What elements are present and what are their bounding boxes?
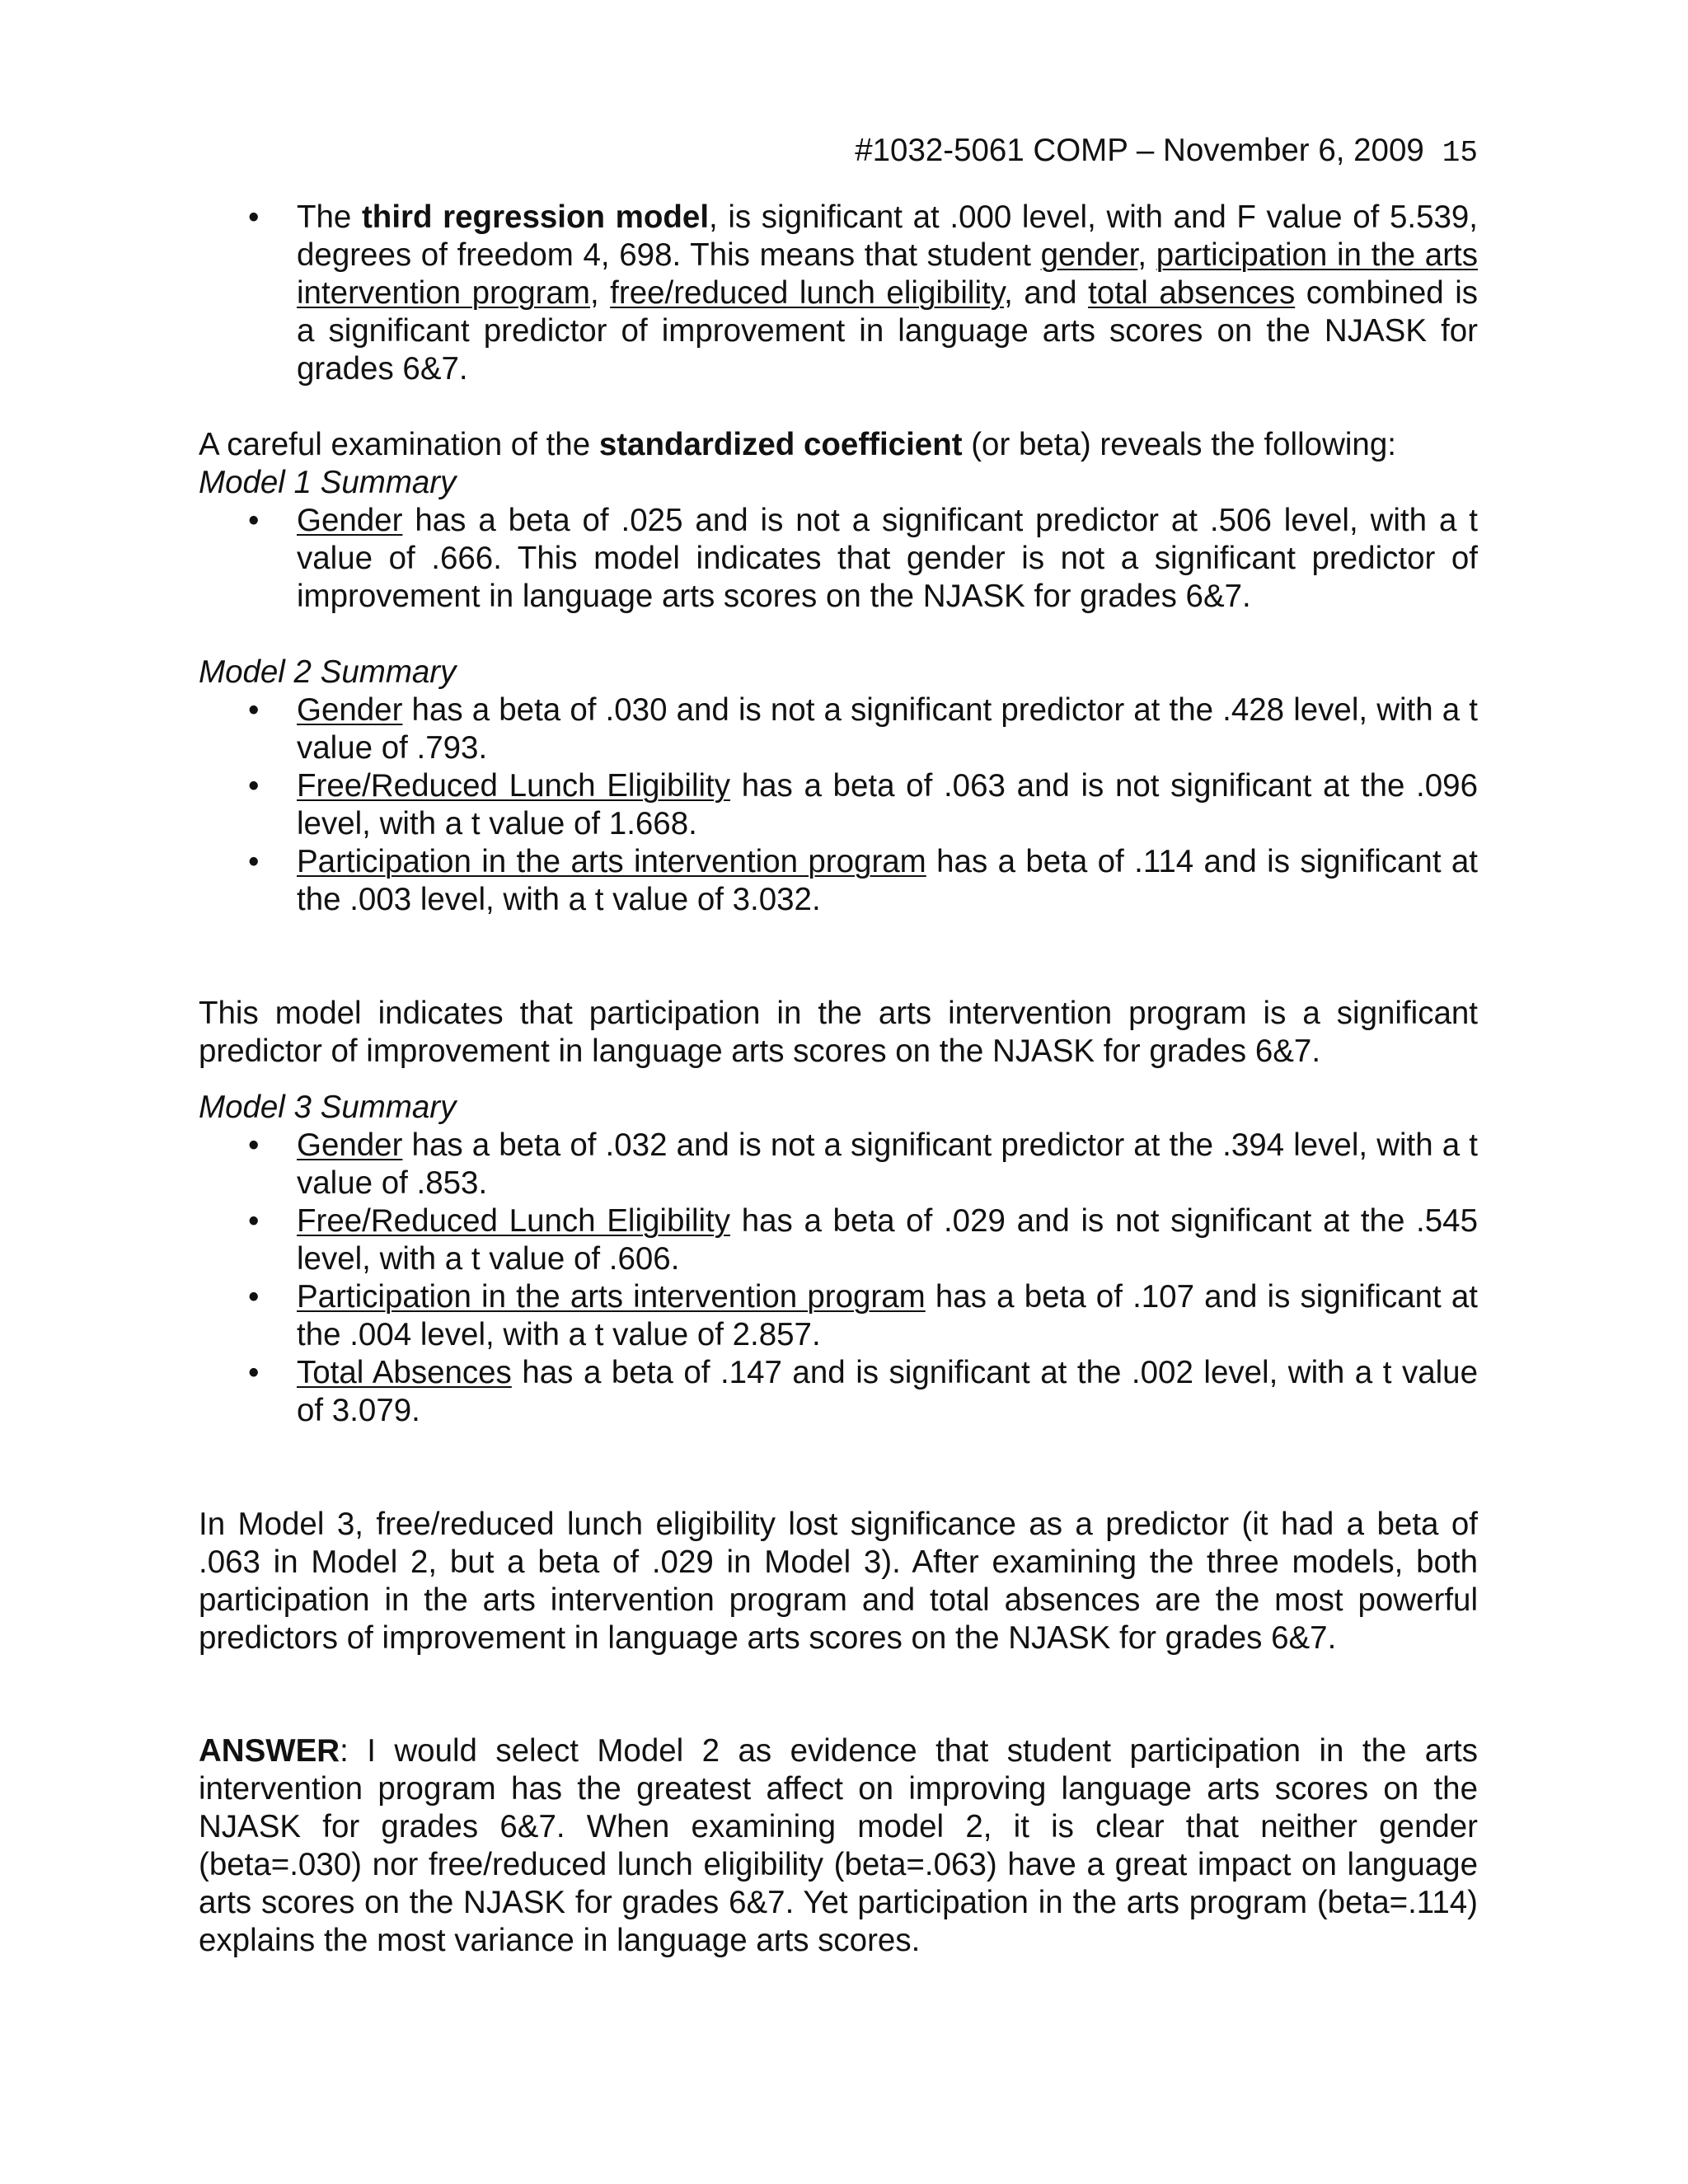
document-id: #1032-5061 COMP – November 6, 2009	[855, 133, 1424, 168]
underlined-term: Participation in the arts intervention program	[297, 1279, 926, 1315]
list-item: • Free/Reduced Lunch Eligibility has a beta of .029 and is not significant at the .545 level, with a t value of .606.	[199, 1202, 1478, 1278]
underlined-term: free/reduced lunch eligibility	[610, 275, 1005, 311]
bold-term: standardized coefficient	[598, 427, 963, 462]
page-header	[855, 132, 1478, 172]
answer-paragraph: ANSWER: I would select Model 2 as evidence that student participation in the arts intervention program has the greatest affect on improving language arts scores on the NJASK for grades 6&7. When examining model 2, it is clear that neither gender (beta=.030) nor free/reduced lunch eligibility (beta=.063) have a great impact on language arts scores on the NJASK for grades 6&7. Yet participation in the arts program (beta=.114) explains the most variance in language arts scores.	[199, 1733, 1478, 1958]
list-item: • Total Absences has a beta of .147 and is significant at the .002 level, with a t value of 3.079.	[199, 1354, 1478, 1430]
list-item: • Gender has a beta of .030 and is not a significant predictor at the .428 level, with a t value of .793.	[199, 691, 1478, 767]
page-number: 15	[1442, 136, 1478, 170]
list-item: • Gender has a beta of .032 and is not a significant predictor at the .394 level, with a t value of .853.	[199, 1127, 1478, 1202]
model1-heading: Model 1 Summary	[199, 465, 457, 500]
underlined-term: gender	[1040, 237, 1138, 273]
underlined-term: Participation in the arts intervention program	[297, 844, 926, 879]
underlined-term: Total Absences	[297, 1355, 512, 1390]
model2-conclusion: This model indicates that participation in the arts intervention program is a significant predictor of improvement in language arts scores on the NJASK for grades 6&7.	[199, 996, 1478, 1069]
underlined-term: Gender	[297, 692, 403, 728]
underlined-term: Free/Reduced Lunch Eligibility	[297, 768, 731, 804]
model2-list	[199, 691, 1478, 919]
list-item: • Free/Reduced Lunch Eligibility has a beta of .063 and is not significant at the .096 level, with a t value of 1.668.	[199, 767, 1478, 843]
underlined-term: Gender	[297, 503, 403, 538]
model1-list	[199, 502, 1478, 616]
third-model-list	[199, 199, 1478, 388]
underlined-term: total absences	[1088, 275, 1296, 311]
list-item: • Gender has a beta of .025 and is not a significant predictor at .506 level, with a t value of .666. This model indicates that gender is not a significant predictor of improvement in language arts scores on the NJASK for grades 6&7.	[199, 502, 1478, 616]
model3-heading: Model 3 Summary	[199, 1090, 457, 1125]
bold-term: third regression model	[361, 199, 710, 235]
list-item: • Participation in the arts intervention program has a beta of .107 and is significant at the .004 level, with a t value of 2.857.	[199, 1278, 1478, 1354]
list-item: • Participation in the arts intervention program has a beta of .114 and is significant at the .003 level, with a t value of 3.032.	[199, 843, 1478, 919]
answer-label: ANSWER	[199, 1733, 340, 1769]
underlined-term: participation in the arts intervention program	[297, 237, 1478, 311]
model2-heading: Model 2 Summary	[199, 654, 457, 690]
intro-paragraph: A careful examination of the standardized coefficient (or beta) reveals the following:	[199, 427, 1396, 462]
summary-paragraph: In Model 3, free/reduced lunch eligibility lost significance as a predictor (it had a beta of .063 in Model 2, but a beta of .029 in Model 3). After examining the three models, both participation in the arts intervention program and total absences are the most powerful predictors of improvement in language arts scores on the NJASK for grades 6&7.	[199, 1507, 1478, 1656]
underlined-term: Free/Reduced Lunch Eligibility	[297, 1203, 731, 1239]
model3-list	[199, 1127, 1478, 1430]
list-item-third-model: • The third regression model, is significant at .000 level, with and F value of 5.539, degrees of freedom 4, 698. This means that student gender, participation in the arts intervention program, free/reduced lunch eligibility, and total absences combined is a significant predictor of improvement in language arts scores on the NJASK for grades 6&7.	[199, 199, 1478, 388]
underlined-term: Gender	[297, 1127, 403, 1163]
